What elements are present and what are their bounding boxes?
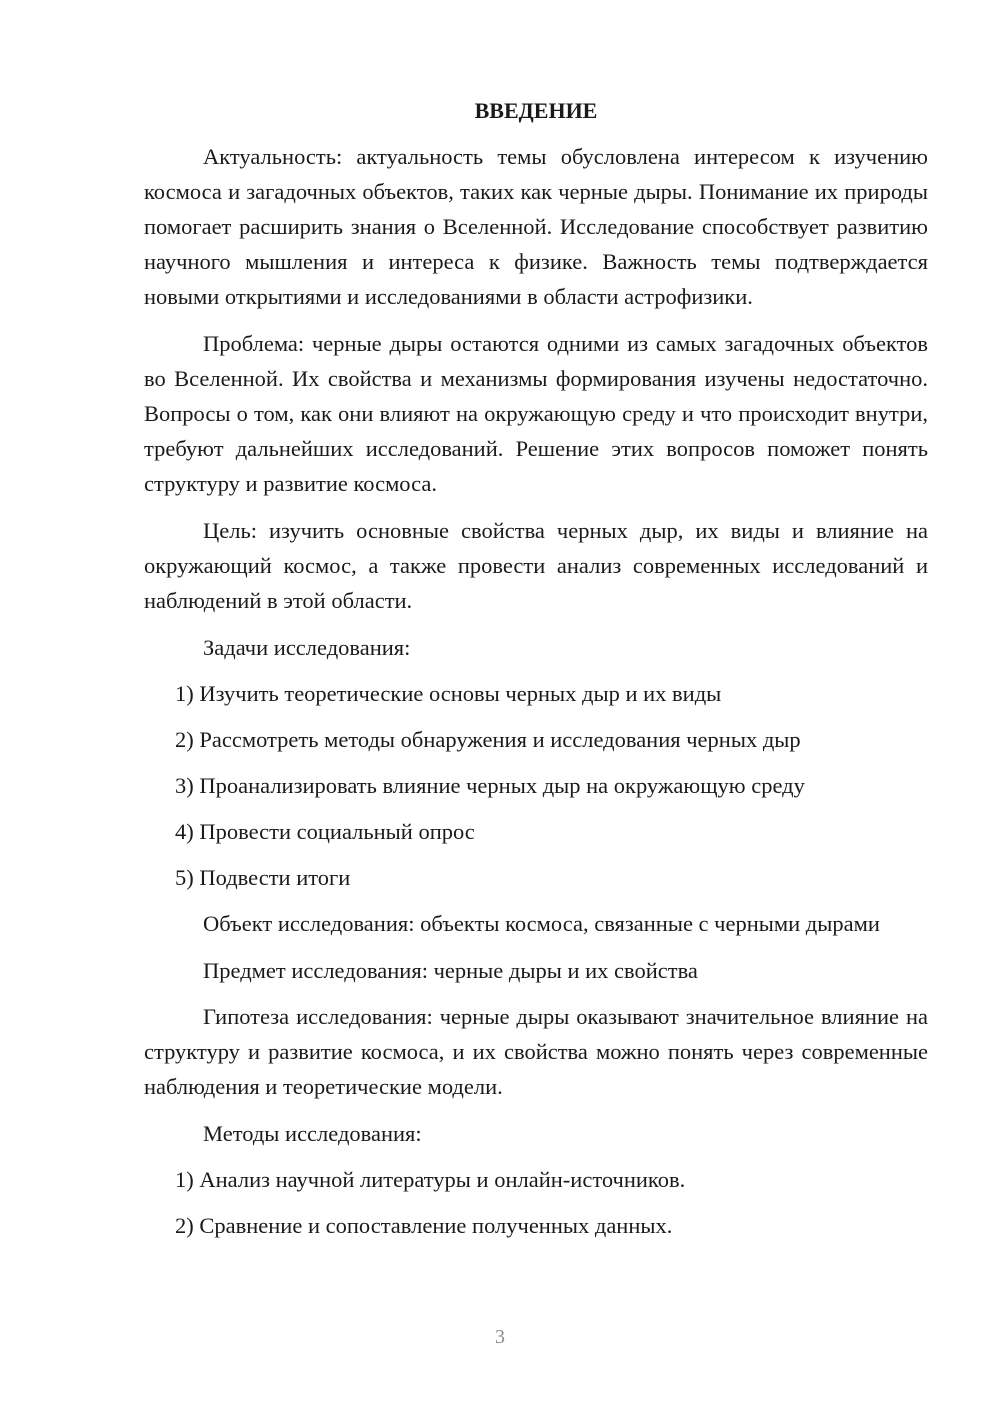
page-number: 3 bbox=[495, 1326, 505, 1348]
subject-paragraph: Предмет исследования: черные дыры и их свойства bbox=[203, 958, 698, 983]
problem-paragraph: Проблема: черные дыры остаются одними из самых загадочных объектов во Вселенной. Их свойства и механизмы формирования изучены недостаточно. Вопросы о том, как они влияют на окружающую среду и что происходит внутри, требуют дальнейших исследований. Решение этих вопросов поможет понять структуру и развитие космоса. bbox=[144, 331, 928, 496]
tasks-heading: Задачи исследования: bbox=[203, 635, 411, 660]
methods-list bbox=[144, 1162, 928, 1243]
page-content bbox=[144, 96, 928, 1254]
relevance-paragraph: Актуальность: актуальность темы обусловлена интересом к изучению космоса и загадочных объектов, таких как черные дыры. Понимание их природы помогает расширить знания о Вселенной. Исследование способствует развитию научного мышления и интереса к физике. Важность темы подтверждается новыми открытиями и исследованиями в области астрофизики. bbox=[144, 144, 928, 309]
hypothesis-paragraph: Гипотеза исследования: черные дыры оказывают значительное влияние на структуру и развитие космоса, и их свойства можно понять через современные наблюдения и теоретические модели. bbox=[144, 1004, 928, 1099]
list-item: 3) Проанализировать влияние черных дыр на окружающую среду bbox=[175, 773, 805, 798]
goal-paragraph: Цель: изучить основные свойства черных дыр, их виды и влияние на окружающий космос, а также провести анализ современных исследований и наблюдений в этой области. bbox=[144, 518, 928, 613]
methods-heading: Методы исследования: bbox=[203, 1121, 422, 1146]
list-item: 4) Провести социальный опрос bbox=[175, 819, 475, 844]
list-item: 1) Изучить теоретические основы черных дыр и их виды bbox=[175, 681, 722, 706]
page-title: ВВЕДЕНИЕ bbox=[474, 98, 598, 123]
list-item: 2) Сравнение и сопоставление полученных данных. bbox=[175, 1213, 673, 1238]
list-item: 1) Анализ научной литературы и онлайн-источников. bbox=[175, 1167, 686, 1192]
object-paragraph: Объект исследования: объекты космоса, связанные с черными дырами bbox=[203, 911, 880, 936]
tasks-list bbox=[144, 676, 928, 895]
list-item: 5) Подвести итоги bbox=[175, 865, 351, 890]
list-item: 2) Рассмотреть методы обнаружения и исследования черных дыр bbox=[175, 727, 801, 752]
